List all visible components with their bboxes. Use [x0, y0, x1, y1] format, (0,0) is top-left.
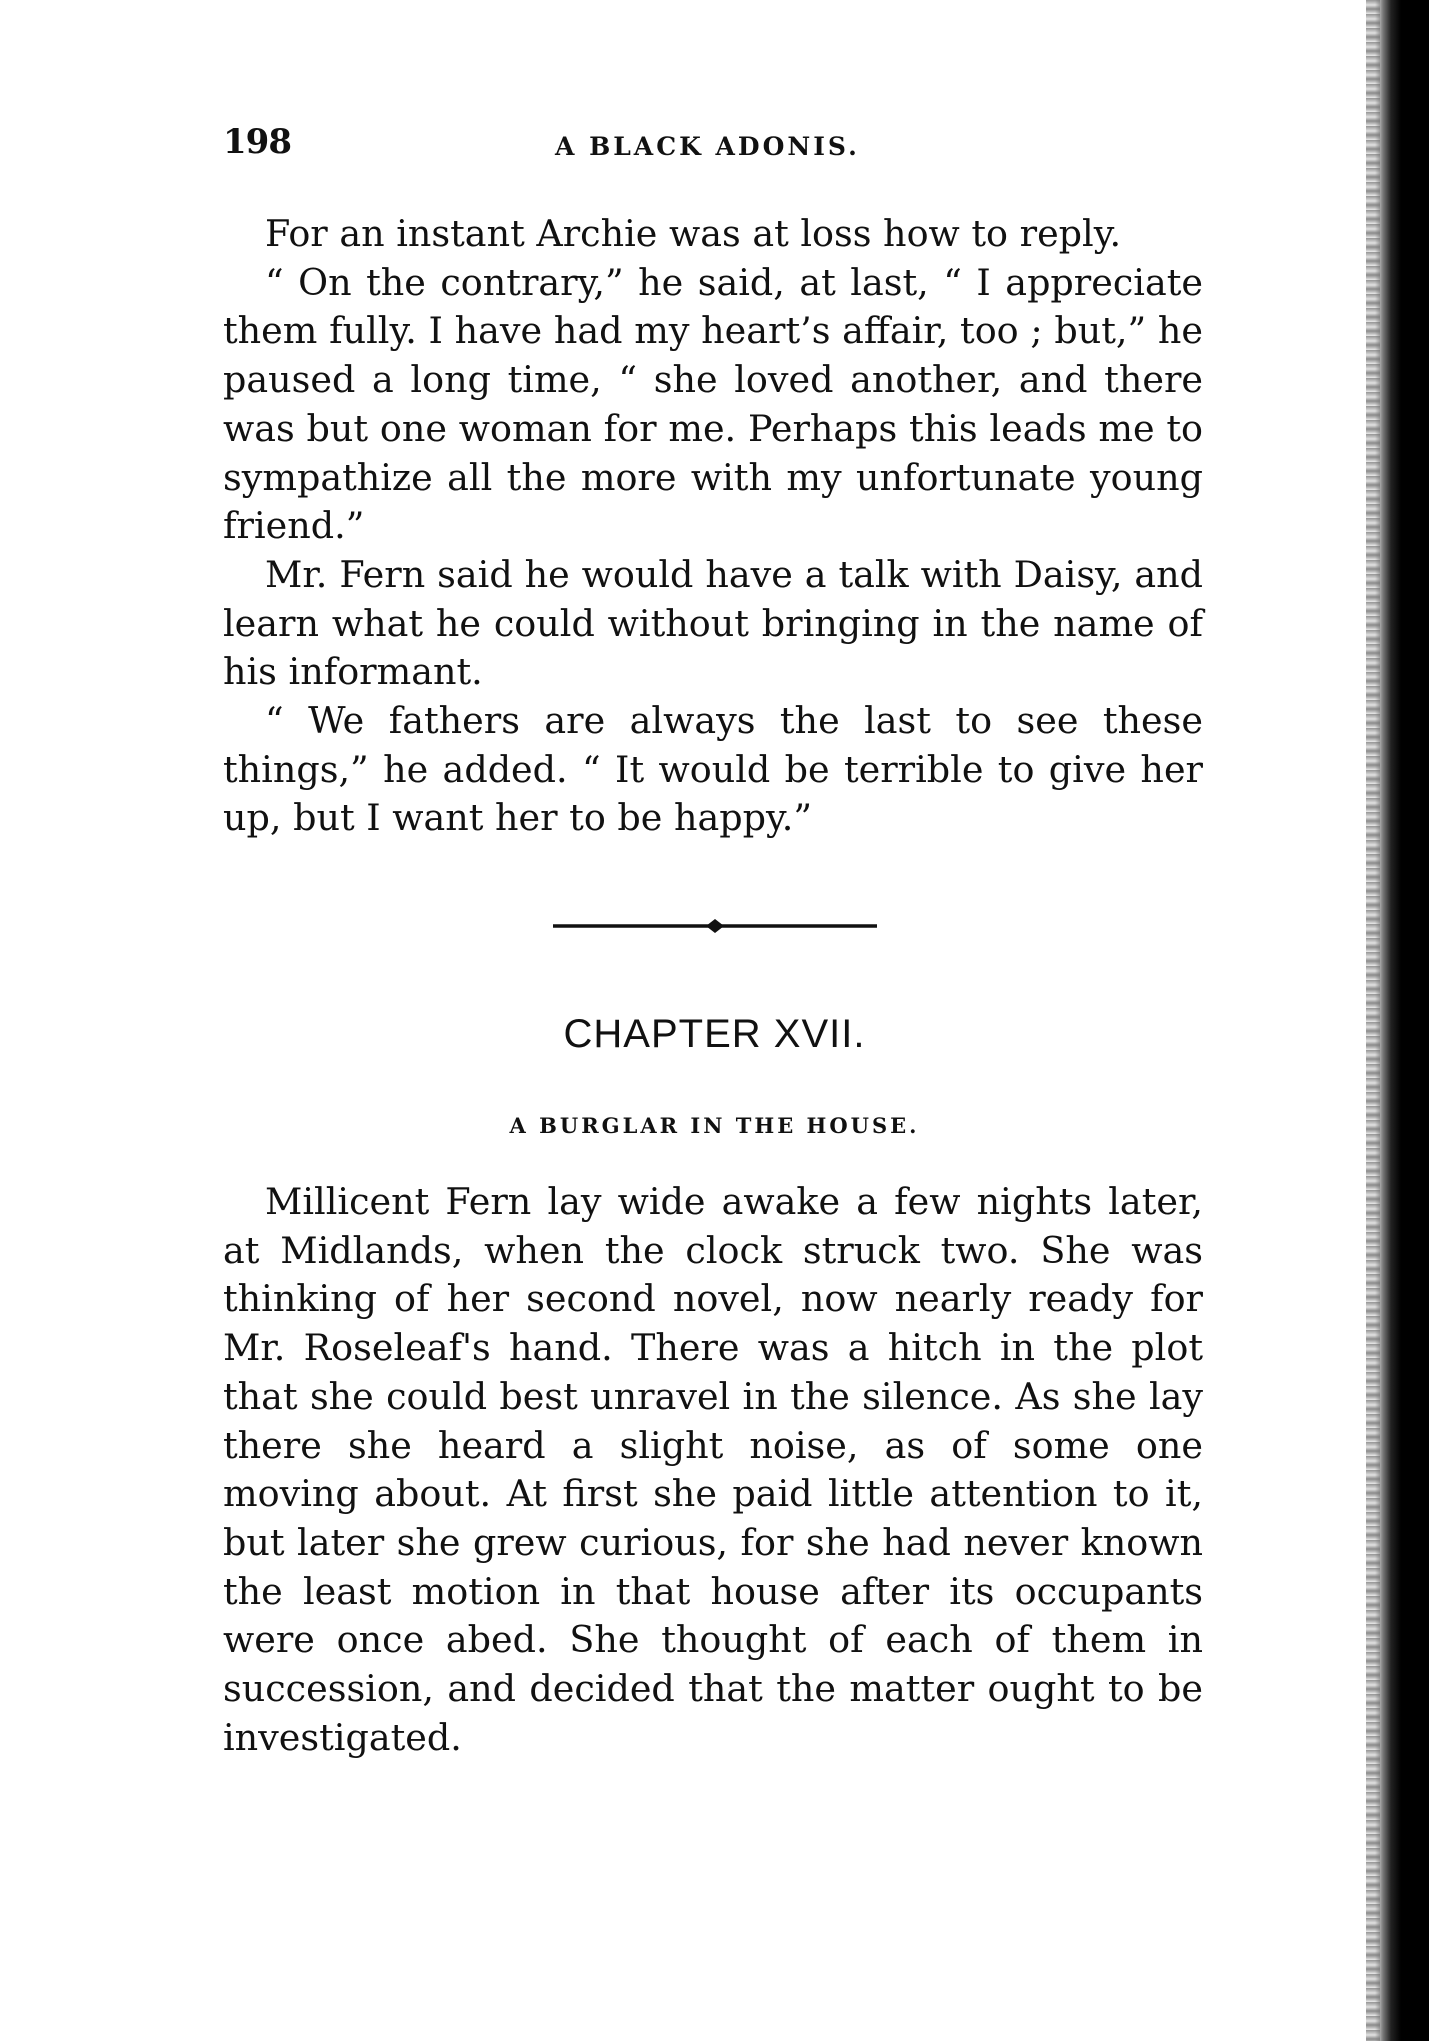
paragraph: Millicent Fern lay wide awake a few nights later, at Midlands, when the clock struck two. She was thinking of her second novel, now nearly ready for Mr. Roseleaf's hand. There was a hitch in the plot that she could best unravel in the silence. As she lay there she heard a slight noise, as of some one moving about. At first she paid little attention to it, but later she grew curious, for she had never known the least motion in that house after its occupants were once abed. She thought of each of them in succession, and decided that the matter ought to be investigated.	[223, 1180, 1203, 1759]
section-divider-ornament	[553, 919, 877, 933]
chapter-title: CHAPTER XVII.	[563, 1012, 866, 1056]
paragraph: “ On the contrary,” he said, at last, “ I appreciate them fully. I have had my heart’s affair, too ; but,” he paused a long time, “ she loved another, and there was but one woman for me. Perhaps this leads me to sympathize all the more with my unfortunate young friend.”	[223, 260, 1203, 548]
text-block-upper	[223, 210, 1203, 843]
paragraph: Mr. Fern said he would have a talk with Daisy, and learn what he could without bringing in the name of his informant.	[223, 552, 1203, 694]
text-block-lower	[223, 1178, 1203, 1762]
page-number: 198	[223, 122, 291, 162]
paragraph: “ We fathers are always the last to see these things,” he added. “ It would be terrible to give her up, but I want her to be happy.”	[223, 699, 1203, 840]
paragraph: For an instant Archie was at loss how to reply.	[265, 212, 1122, 255]
running-title: A BLACK ADONIS.	[555, 132, 860, 161]
binding-shadow	[1375, 0, 1429, 2041]
chapter-subtitle: A BURGLAR IN THE HOUSE.	[509, 1113, 920, 1138]
